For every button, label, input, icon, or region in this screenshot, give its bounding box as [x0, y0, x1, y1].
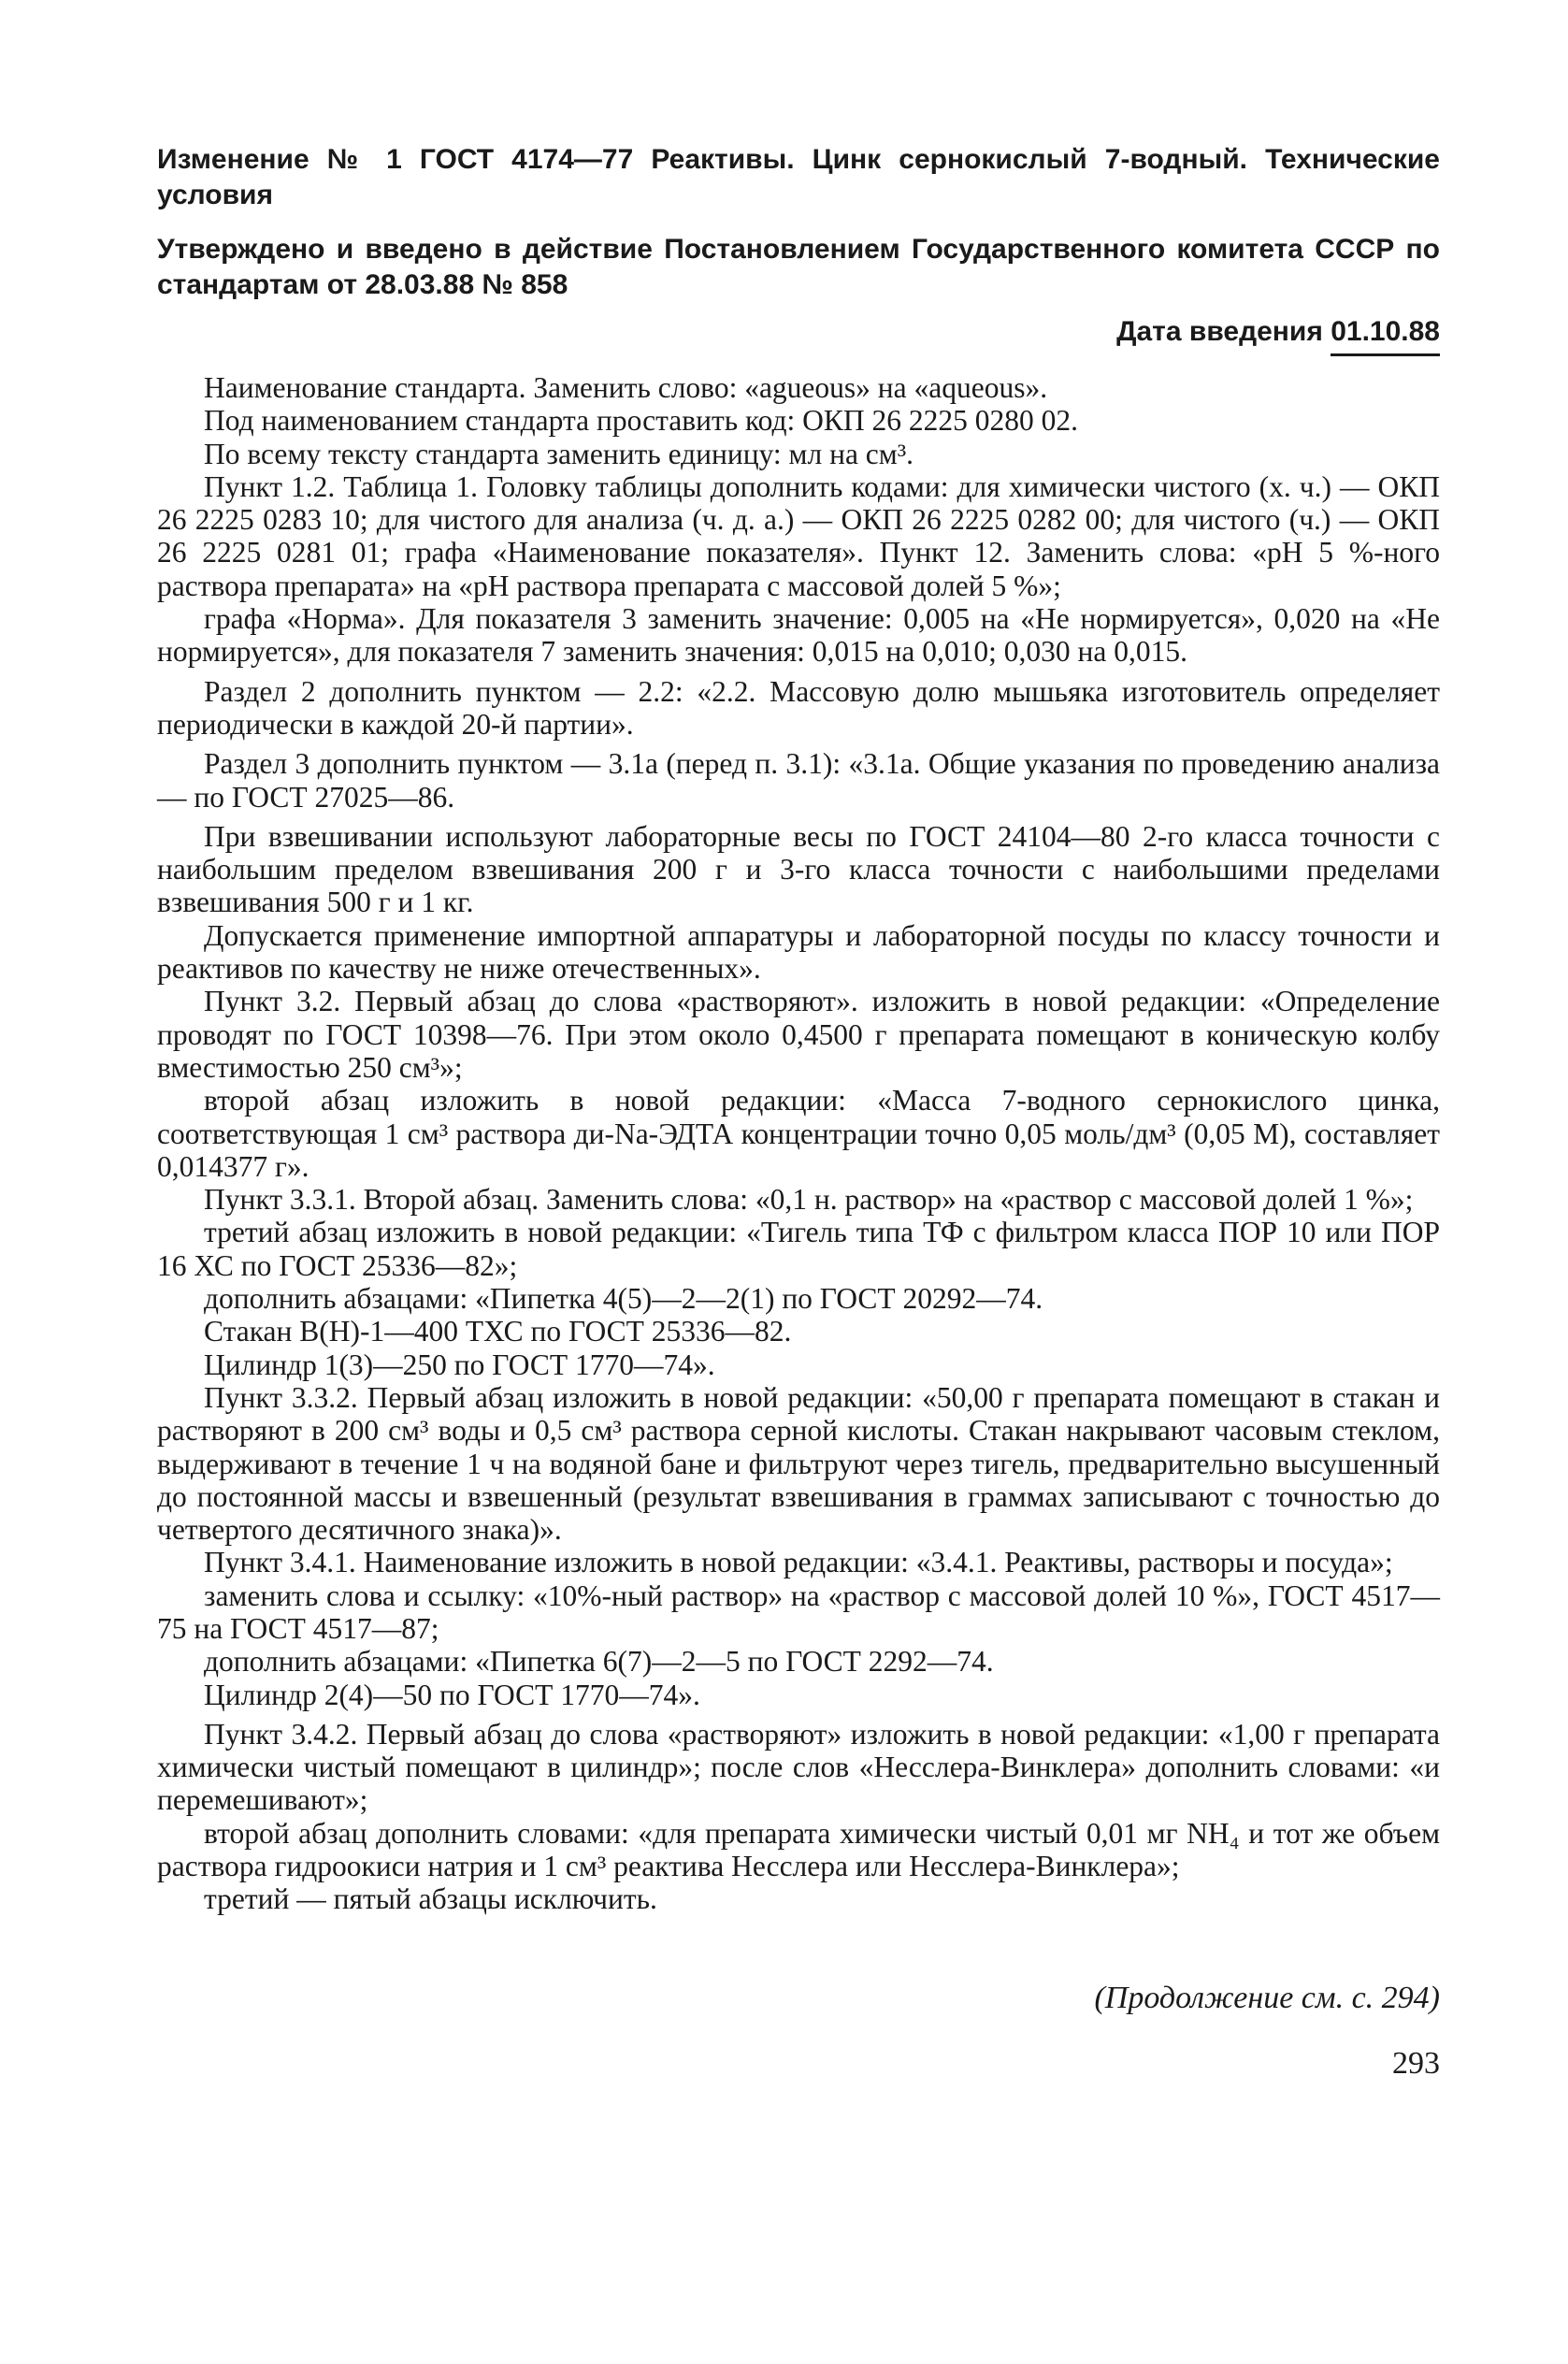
paragraph: Раздел 3 дополнить пунктом — 3.1а (перед п. 3.1): «3.1а. Общие указания по проведению анализа — по ГОСТ 27025—86. [157, 747, 1440, 814]
paragraph: дополнить абзацами: «Пипетка 6(7)—2—5 по ГОСТ 2292—74. [204, 1645, 994, 1679]
effective-date [157, 314, 1440, 356]
paragraph: второй абзац изложить в новой редакции: «Масса 7-водного сернокислого цинка, соответствующая 1 см³ раствора ди-Na-ЭДТА концентрации точно 0,05 моль/дм³ (0,05 М), составляет 0,014377 г». [157, 1084, 1440, 1183]
paragraph: При взвешивании используют лабораторные весы по ГОСТ 24104—80 2-го класса точности с наибольшим пределом взвешивания 200 г и 3-го класса точности с наибольшими пределами взвешивания 500 г и 1 кг. [157, 819, 1440, 919]
paragraph: третий абзац изложить в новой редакции: «Тигель типа ТФ с фильтром класса ПОР 10 или ПОР 16 ХС по ГОСТ 25336—82»; [157, 1216, 1440, 1282]
paragraph: Под наименованием стандарта проставить код: ОКП 26 2225 0280 02. [204, 404, 1079, 438]
paragraph: Наименование стандарта. Заменить слово: «agueous» на «aqueous». [204, 371, 1048, 404]
page-number: 293 [1392, 2045, 1440, 2081]
amendment-body [157, 371, 1440, 1916]
paragraph: Пункт 1.2. Таблица 1. Головку таблицы дополнить кодами: для химически чистого (х. ч.) — ОКП 26 2225 0283 10; для чистого для анализа (ч. д. а.) — ОКП 26 2225 0282 00; для чистого (ч.) — ОКП 26 2225 0281 01; графа «Наименование показателя». Пункт 12. Заменить слова: «pH 5 %-ного раствора препарата» на «pH раствора препарата с массовой долей 5 %»; [157, 469, 1440, 602]
paragraph: Цилиндр 1(3)—250 по ГОСТ 1770—74». [204, 1348, 715, 1381]
paragraph: Стакан В(Н)-1—400 ТХС по ГОСТ 25336—82. [204, 1315, 792, 1348]
document-content [157, 142, 1440, 2083]
effective-date-value: 01.10.88 [1331, 314, 1440, 356]
continuation-note: (Продолжение см. с. 294) [1094, 1980, 1440, 2015]
approval-statement: Утверждено и введено в действие Постановлением Государственного комитета СССР по стандартам от 28.03.88 № 858 [157, 234, 1440, 300]
paragraph: Допускается применение импортной аппаратуры и лабораторной посуды по классу точности и реактивов по качеству не ниже отечественных». [157, 918, 1440, 986]
paragraph: Цилиндр 2(4)—50 по ГОСТ 1770—74». [204, 1678, 700, 1711]
paragraph: Пункт 3.4.2. Первый абзац до слова «растворяют» изложить в новой редакции: «1,00 г препарата химически чистый помещают в цилиндр»; после слов «Несслера-Винклера» дополнить словами: «и перемешивают»; [157, 1717, 1440, 1817]
paragraph: Пункт 3.2. Первый абзац до слова «растворяют». изложить в новой редакции: «Определение проводят по ГОСТ 10398—76. При этом около 0,4500 г препарата помещают в коническую колбу вместимостью 250 см³»; [157, 985, 1440, 1084]
paragraph: графа «Норма». Для показателя 3 заменить значение: 0,005 на «Не нормируется», 0,020 на «Не нормируется», для показателя 7 заменить значения: 0,015 на 0,010; 0,030 на 0,015. [157, 602, 1440, 669]
paragraph: Пункт 3.3.1. Второй абзац. Заменить слова: «0,1 н. раствор» на «раствор с массовой долей 1 %»; [204, 1183, 1414, 1217]
paragraph: третий — пятый абзацы исключить. [204, 1882, 657, 1916]
amendment-title: Изменение № 1 ГОСТ 4174—77 Реактивы. Цинк сернокислый 7-водный. Технические условия [157, 144, 1440, 210]
paragraph: Пункт 3.4.1. Наименование изложить в новой редакции: «3.4.1. Реактивы, растворы и посуда»; [204, 1546, 1393, 1579]
paragraph: Раздел 2 дополнить пунктом — 2.2: «2.2. Массовую долю мышьяка изготовитель определяет периодически в каждой 20-й партии». [157, 674, 1440, 741]
paragraph: второй абзац дополнить словами: «для препарата химически чистый 0,01 мг NH₄ и тот же объем раствора гидроокиси натрия и 1 см³ реактива Несслера или Несслера-Винклера»; [157, 1816, 1440, 1883]
paragraph: дополнить абзацами: «Пипетка 4(5)—2—2(1) по ГОСТ 20292—74. [204, 1282, 1043, 1316]
paragraph: Пункт 3.3.2. Первый абзац изложить в новой редакции: «50,00 г препарата помещают в стакан и растворяют в 200 см³ воды и 0,5 см³ раствора серной кислоты. Стакан накрывают часовым стеклом, выдерживают в течение 1 ч на водяной бане и фильтруют через тигель, предварительно высушенный до постоянной массы и взвешенный (результат взвешивания в граммах записывают с точностью до четвертого десятичного знака)». [157, 1380, 1440, 1547]
paragraph: По всему тексту стандарта заменить единицу: мл на см³. [204, 437, 914, 470]
paragraph: заменить слова и ссылку: «10%-ный раствор» на «раствор с массовой долей 10 %», ГОСТ 4517—75 на ГОСТ 4517—87; [157, 1578, 1440, 1645]
effective-date-label: Дата введения [1116, 316, 1323, 347]
